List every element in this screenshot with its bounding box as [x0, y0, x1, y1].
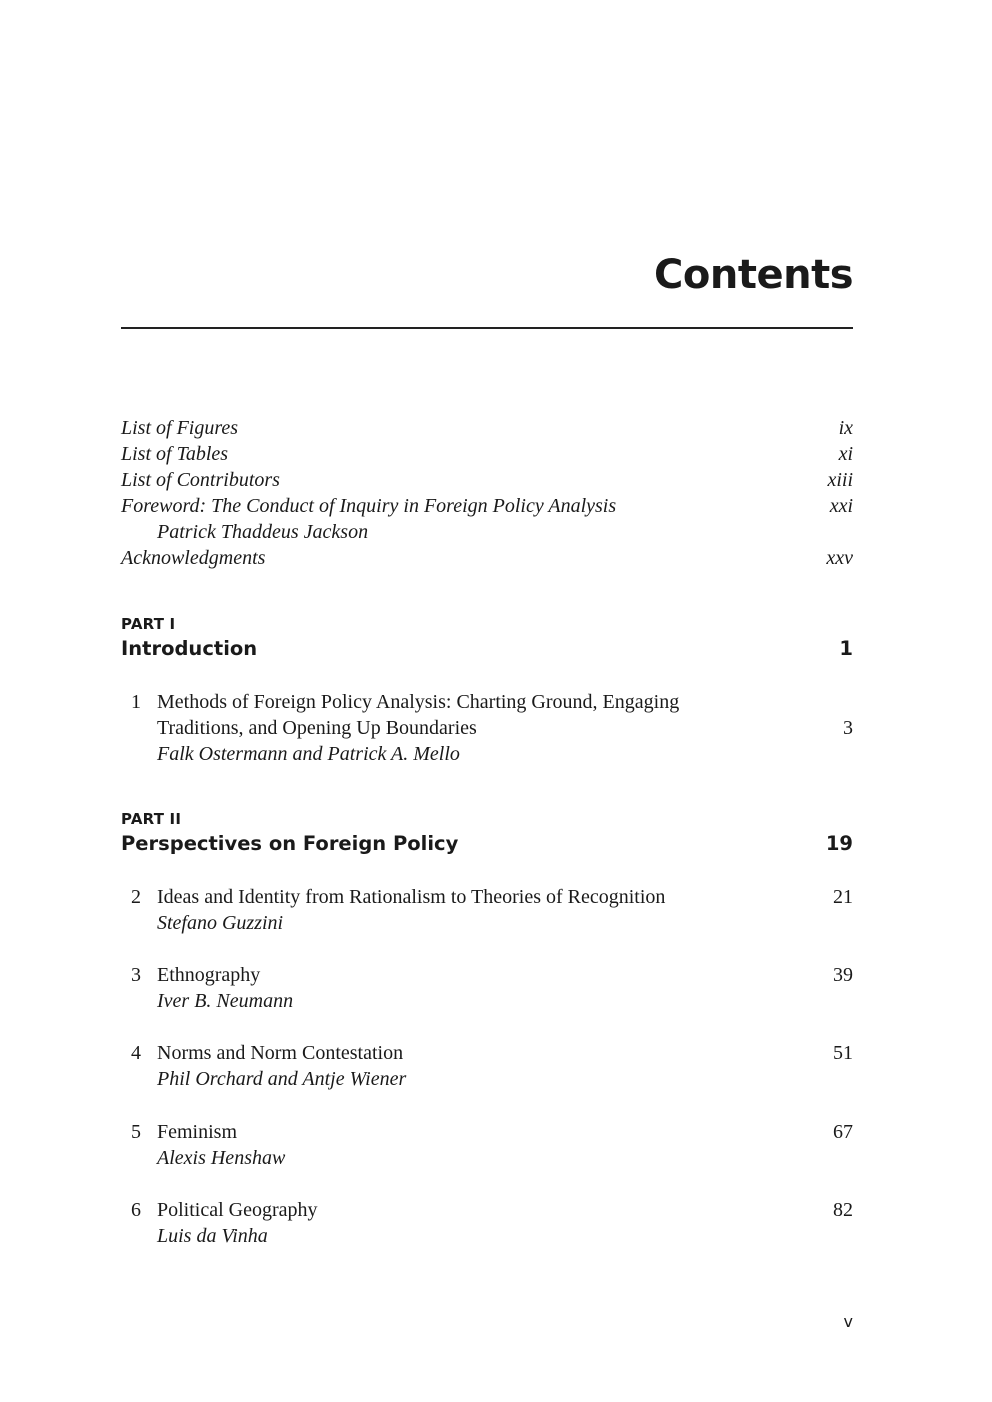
chapter-title: Ideas and Identity from Rationalism to Theories of Recognition	[157, 886, 666, 908]
part-title-row	[121, 636, 853, 662]
toc-entry-label: Foreword: The Conduct of Inquiry in Foreign Policy Analysis	[121, 495, 617, 517]
chapter-author: Falk Ostermann and Patrick A. Mello	[157, 743, 460, 765]
toc-entry-page: xiii	[827, 469, 853, 491]
toc-entry-list-of-tables[interactable]	[121, 441, 853, 467]
chapter-entry-5[interactable]	[121, 1119, 853, 1171]
toc-entry-page: xxv	[826, 547, 853, 569]
chapter-entry-1[interactable]	[121, 689, 853, 767]
chapter-entry-2[interactable]	[121, 884, 853, 936]
chapter-author: Phil Orchard and Antje Wiener	[157, 1068, 407, 1090]
chapter-page: 82	[833, 1199, 853, 1221]
chapter-title: Ethnography	[157, 964, 261, 986]
part-heading-2[interactable]	[121, 809, 853, 857]
chapter-entry-4[interactable]	[121, 1040, 853, 1092]
chapter-number: 5	[131, 1121, 141, 1143]
part-title: Introduction	[121, 637, 258, 660]
part-label: PART II	[121, 810, 182, 828]
toc-entry-author	[121, 519, 853, 545]
chapter-page: 21	[833, 886, 853, 908]
page-title: Contents	[654, 252, 853, 298]
chapter-author: Iver B. Neumann	[157, 990, 294, 1012]
toc-entry-label: Acknowledgments	[121, 547, 266, 569]
chapter-number: 3	[131, 964, 141, 986]
chapter-number: 4	[131, 1042, 141, 1064]
toc-entry-list-of-figures[interactable]	[121, 415, 853, 441]
chapter-author: Luis da Vinha	[157, 1225, 268, 1247]
toc-entry-acknowledgments[interactable]	[121, 545, 853, 571]
foreword-author: Patrick Thaddeus Jackson	[157, 521, 369, 543]
toc-entry-list-of-contributors[interactable]	[121, 467, 853, 493]
toc-entry-page: xxi	[829, 495, 853, 517]
contents-page	[121, 0, 853, 1402]
toc-entry-foreword[interactable]	[121, 493, 853, 519]
part-page: 19	[825, 832, 853, 855]
chapter-page: 3	[843, 717, 853, 739]
toc-entry-page: xi	[838, 443, 853, 465]
chapter-page: 51	[833, 1042, 853, 1064]
part-page: 1	[839, 637, 853, 660]
chapter-title-line	[121, 689, 853, 715]
chapter-entry-3[interactable]	[121, 962, 853, 1014]
toc-entry-page: ix	[838, 417, 853, 439]
chapter-title-line	[121, 715, 853, 741]
chapter-title: Traditions, and Opening Up Boundaries	[157, 717, 477, 739]
title-rule	[121, 327, 853, 329]
toc-entry-label: List of Tables	[121, 443, 229, 465]
chapter-title: Feminism	[157, 1121, 238, 1143]
chapter-number: 1	[131, 691, 141, 713]
chapter-title: Political Geography	[157, 1199, 318, 1221]
chapter-author: Alexis Henshaw	[157, 1147, 286, 1169]
chapter-number: 2	[131, 886, 141, 908]
toc-entry-label: List of Figures	[121, 417, 239, 439]
chapter-page: 39	[833, 964, 853, 986]
part-heading-1[interactable]	[121, 614, 853, 662]
chapter-title: Methods of Foreign Policy Analysis: Charting Ground, Engaging	[157, 691, 680, 713]
toc-entry-label: List of Contributors	[121, 469, 280, 491]
front-matter-list	[121, 415, 853, 571]
chapter-number: 6	[131, 1199, 141, 1221]
part-title-row	[121, 831, 853, 857]
chapter-page: 67	[833, 1121, 853, 1143]
chapter-entry-6[interactable]	[121, 1197, 853, 1249]
part-label: PART I	[121, 615, 176, 633]
page-folio: v	[843, 1312, 853, 1331]
part-title: Perspectives on Foreign Policy	[121, 832, 459, 855]
chapter-title: Norms and Norm Contestation	[157, 1042, 404, 1064]
chapter-author: Stefano Guzzini	[157, 912, 284, 934]
